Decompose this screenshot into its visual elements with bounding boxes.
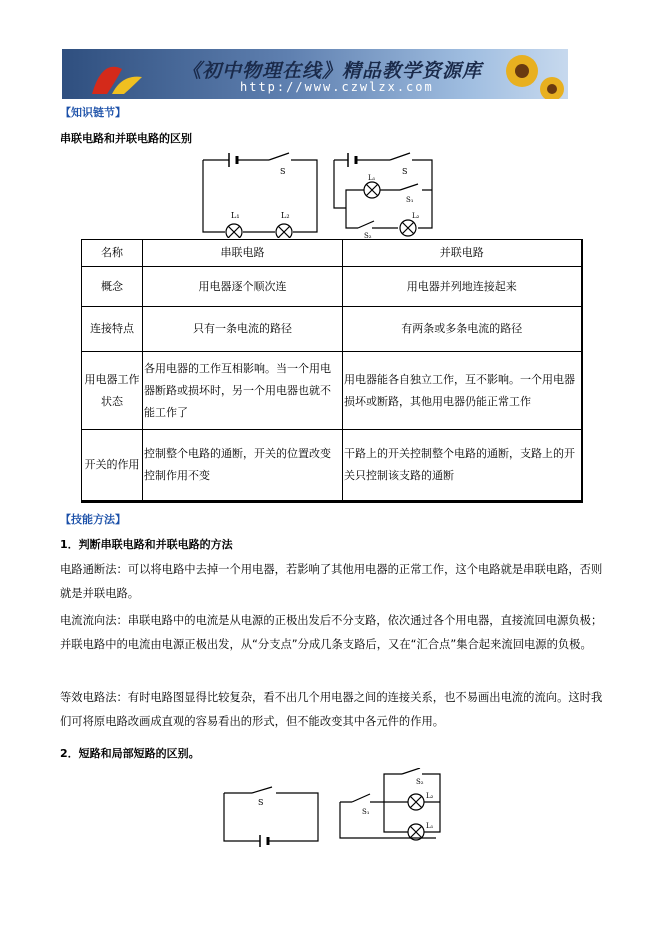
row-parallel-connection: 有两条或多条电流的路径	[343, 307, 582, 352]
table-row	[82, 307, 582, 352]
local-switch2-label: S₂	[416, 778, 424, 786]
heading-series-vs-parallel: 串联电路和并联电路的区别	[60, 132, 192, 145]
table-header-series: 串联电路	[143, 240, 343, 267]
local-switch1-label: S₁	[362, 808, 370, 816]
local-short-circuit-diagram	[336, 768, 446, 852]
parallel-lamp1-label: L₁	[368, 174, 376, 182]
row-parallel-working: 用电器能各自独立工作，互不影响。一个用电器损坏或断路，其他用电器仍能正常工作	[343, 352, 582, 430]
header-banner	[62, 49, 568, 99]
table-row	[82, 352, 582, 430]
table-header-parallel: 并联电路	[343, 240, 582, 267]
short-circuit-diagram	[218, 785, 324, 849]
series-switch-label: S	[280, 167, 286, 176]
section-label-skills: 【技能方法】	[60, 513, 126, 526]
row-label-connection: 连接特点	[82, 307, 143, 352]
heading-judge-method: 1．判断串联电路和并联电路的方法	[60, 538, 233, 551]
row-series-concept: 用电器逐个顺次连	[143, 267, 343, 307]
short-switch-label: S	[258, 798, 264, 807]
row-series-working: 各用电器的工作互相影响。当一个用电器断路或损坏时，另一个用电器也就不能工作了	[143, 352, 343, 430]
row-series-connection: 只有一条电流的路径	[143, 307, 343, 352]
parallel-circuit-diagram	[328, 148, 438, 240]
parallel-lamp2-label: L₂	[412, 212, 420, 220]
parallel-switch1-label: S₁	[406, 196, 414, 204]
section-label-knowledge: 【知识链节】	[60, 106, 126, 119]
row-parallel-concept: 用电器并列地连接起来	[343, 267, 582, 307]
row-label-concept: 概念	[82, 267, 143, 307]
row-parallel-switch: 干路上的开关控制整个电路的通断，支路上的开关只控制该支路的通断	[343, 430, 582, 502]
heading-short-circuit: 2．短路和局部短路的区别。	[60, 747, 200, 760]
local-lamp1-label: L₁	[426, 822, 434, 830]
banner-url: http://www.czwlzx.com	[240, 80, 434, 94]
comparison-table	[81, 239, 583, 503]
series-circuit-diagram	[195, 148, 325, 238]
method-paragraph-1: 电路通断法：可以将电路中去掉一个用电器，若影响了其他用电器的正常工作，这个电路就是串联电路，否则就是并联电路。	[60, 563, 603, 600]
parallel-switch2-label: S₂	[364, 232, 372, 240]
parallel-switch-label: S	[402, 167, 408, 176]
row-series-switch: 控制整个电路的通断，开关的位置改变控制作用不变	[143, 430, 343, 502]
table-row	[82, 267, 582, 307]
series-lamp1-label: L₁	[231, 211, 240, 220]
banner-title: 《初中物理在线》精品教学资源库	[182, 60, 483, 82]
row-label-switch: 开关的作用	[82, 430, 143, 502]
table-row	[82, 430, 582, 502]
series-lamp2-label: L₂	[281, 211, 290, 220]
method-paragraph-2: 电流流向法：串联电路中的电流是从电源的正极出发后不分支路，依次通过各个用电器，直接流回电源负极；并联电路中的电流由电源正极出发，从“分支点”分成几条支路后，又在“汇合点”集合起来流回电源的负极。	[60, 614, 603, 651]
row-label-working: 用电器工作状态	[82, 352, 143, 430]
table-header-name: 名称	[82, 240, 143, 267]
table-header-row	[82, 240, 582, 267]
local-lamp2-label: L₂	[426, 792, 434, 800]
method-paragraph-3: 等效电路法：有时电路图显得比较复杂，看不出几个用电器之间的连接关系，也不易画出电流的流向。这时我们可将原电路改画成直观的容易看出的形式，但不能改变其中各元件的作用。	[60, 691, 603, 728]
